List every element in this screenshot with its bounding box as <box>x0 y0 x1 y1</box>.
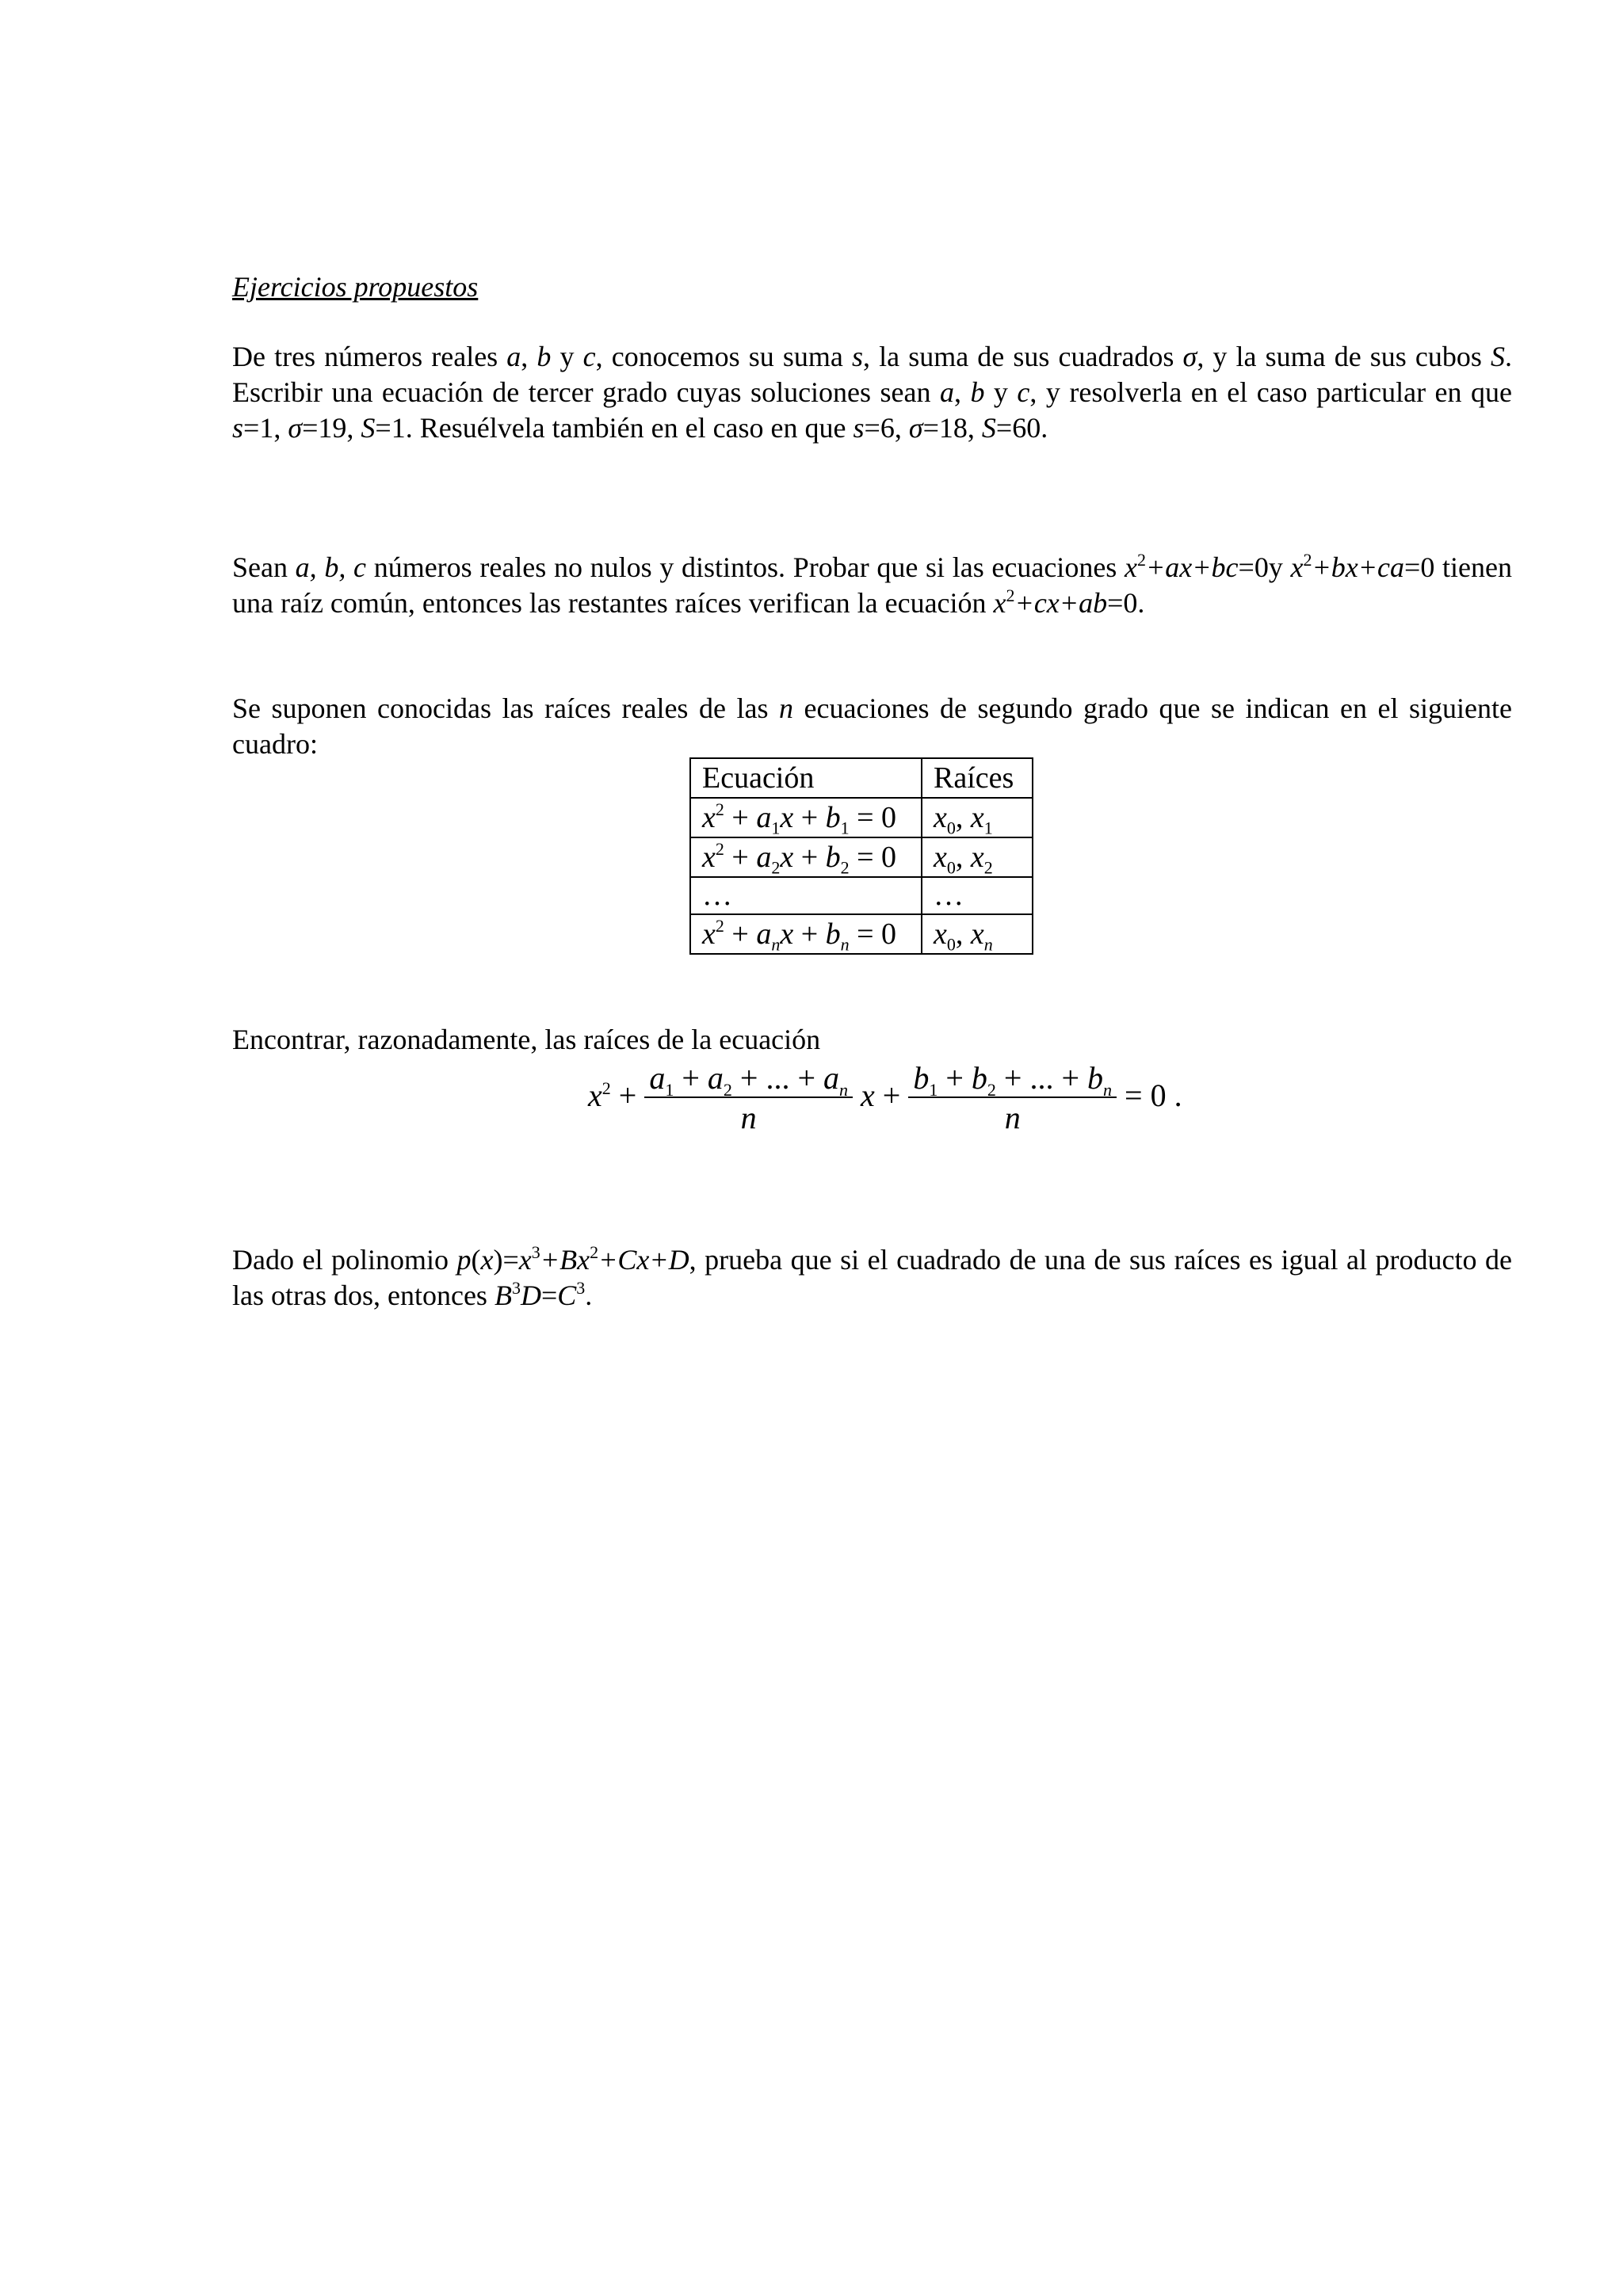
ellipsis-cell: … <box>690 877 922 914</box>
exercise-3-question: Encontrar, razonadamente, las raíces de la ecuación <box>232 1024 821 1055</box>
fraction-a: $\frac{a_1 + a_2 + ... + a_n}{n}$ <box>644 1060 853 1138</box>
equation-cell: $x^2 + a_1x + b_1 = 0$ <box>690 798 922 837</box>
exercise-3-intro: Se suponen conocidas las raíces reales de las n ecuaciones de segundo grado que se indican en el siguiente cuadro: <box>232 692 1513 760</box>
roots-cell: $x_0$, $x_2$ <box>922 837 1033 877</box>
roots-cell: $x_0$, $x_1$ <box>922 798 1033 837</box>
section-heading: Ejercicios propuestos <box>232 271 479 303</box>
average-equation: $x^2$ + $\frac{a_1 + a_2 + ... + a_n}{n}$ x + $\frac{b_1 + b_2 + ... + b_n}{n}$ = 0 . <box>588 1060 1182 1138</box>
equation-cell: $x^2 + a_2x + b_2 = 0$ <box>690 837 922 877</box>
header-ecuacion: Ecuación <box>690 758 922 798</box>
header-raices: Raíces <box>922 758 1033 798</box>
table-header-row <box>690 758 1033 798</box>
ellipsis-cell: … <box>922 877 1033 914</box>
table-row <box>690 798 1033 837</box>
equation-cell: $x^2 + a_nx + b_n = 0$ <box>690 914 922 954</box>
equations-table <box>689 757 1033 955</box>
table-row <box>690 914 1033 954</box>
fraction-b: $\frac{b_1 + b_2 + ... + b_n}{n}$ <box>908 1060 1117 1138</box>
table-row <box>690 877 1033 914</box>
exercise-2: Sean a, b, c números reales no nulos y distintos. Probar que si las ecuaciones $x^2+ax+bc=0y$ $x^2+bx+ca=0$ tienen una raíz común, entonces las restantes raíces verifican la ecuación $x^2+cx+ab=0$. <box>232 550 1512 619</box>
roots-cell: $x_0$, $x_n$ <box>922 914 1033 954</box>
exercise-4: Dado el polinomio $p(x)=x^3+Bx^2+Cx+D$, prueba que si el cuadrado de una de sus raíces es igual al producto de las otras dos, entonces $B^3D=C^3$. <box>232 1242 1512 1311</box>
exercise-1: De tres números reales a, b y c, conocemos su suma s, la suma de sus cuadrados σ, y la suma de sus cubos S. Escribir una ecuación de tercer grado cuyas soluciones sean a, b y c, y resolverla en el caso particular en que s=1, σ=19, S=1. Resuélvela también en el caso en que s=6, σ=18, S=60. <box>232 341 1513 444</box>
table-row <box>690 837 1033 877</box>
